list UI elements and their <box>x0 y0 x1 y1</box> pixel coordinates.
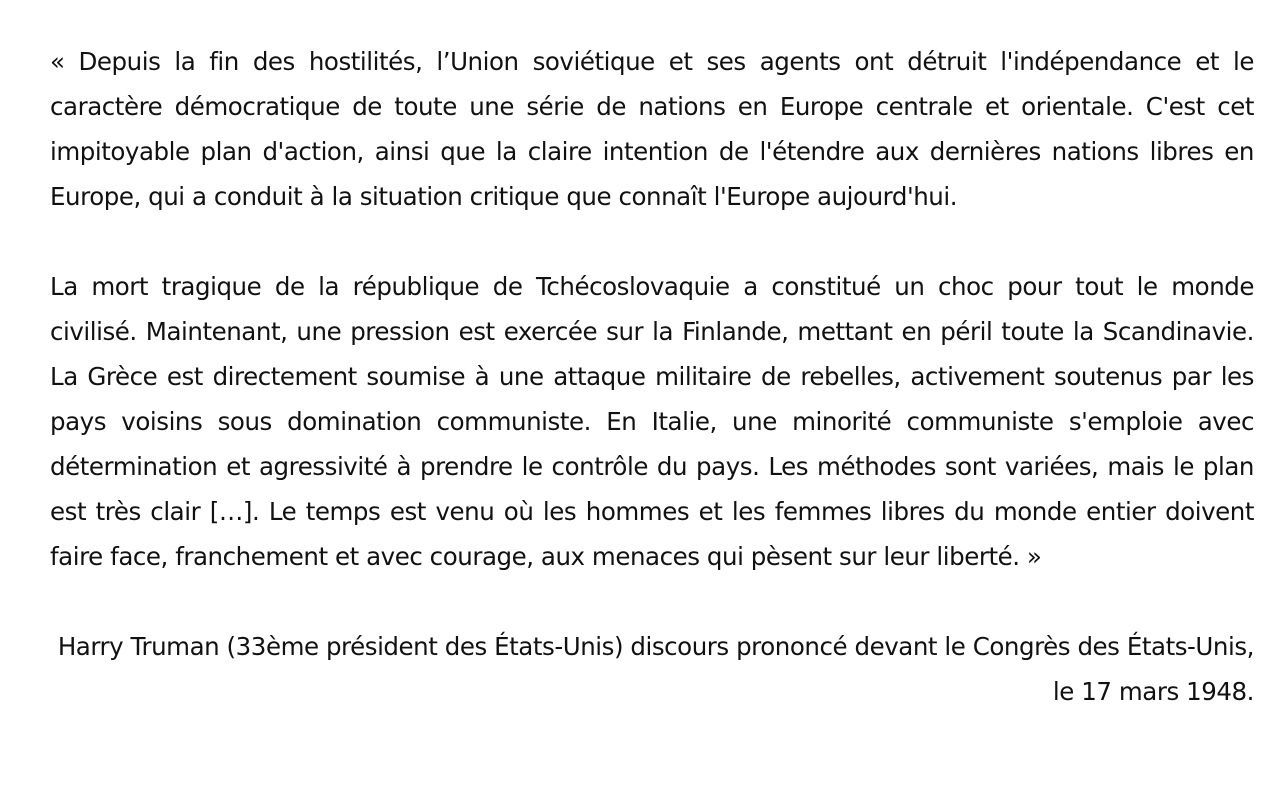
quote-paragraph-2: La mort tragique de la république de Tchécoslovaquie a constitué un choc pour tout le monde civilisé. Maintenant, une pression est exercée sur la Finlande, mettant en péril toute la Scandinavie. La Grèce est directement soumise à une attaque militaire de rebelles, activement soutenus par les pays voisins sous domination communiste. En Italie, une minorité communiste s'emploie avec détermination et agressivité à prendre le contrôle du pays. Les méthodes sont variées, mais le plan est très clair […]. Le temps est venu où les hommes et les femmes libres du monde entier doivent faire face, franchement et avec courage, aux menaces qui pèsent sur leur liberté. » <box>50 272 1254 571</box>
document-page <box>50 39 1254 714</box>
quote-block <box>50 39 1254 579</box>
quote-attribution: Harry Truman (33ème président des États-Unis) discours prononcé devant le Congrès des États-Unis, le 17 mars 1948. <box>57 632 1254 706</box>
quote-paragraph-1: « Depuis la fin des hostilités, l’Union soviétique et ses agents ont détruit l'indépendance et le caractère démocratique de toute une série de nations en Europe centrale et orientale. C'est cet impitoyable plan d'action, ainsi que la claire intention de l'étendre aux dernières nations libres en Europe, qui a conduit à la situation critique que connaît l'Europe aujourd'hui. <box>50 47 1254 211</box>
